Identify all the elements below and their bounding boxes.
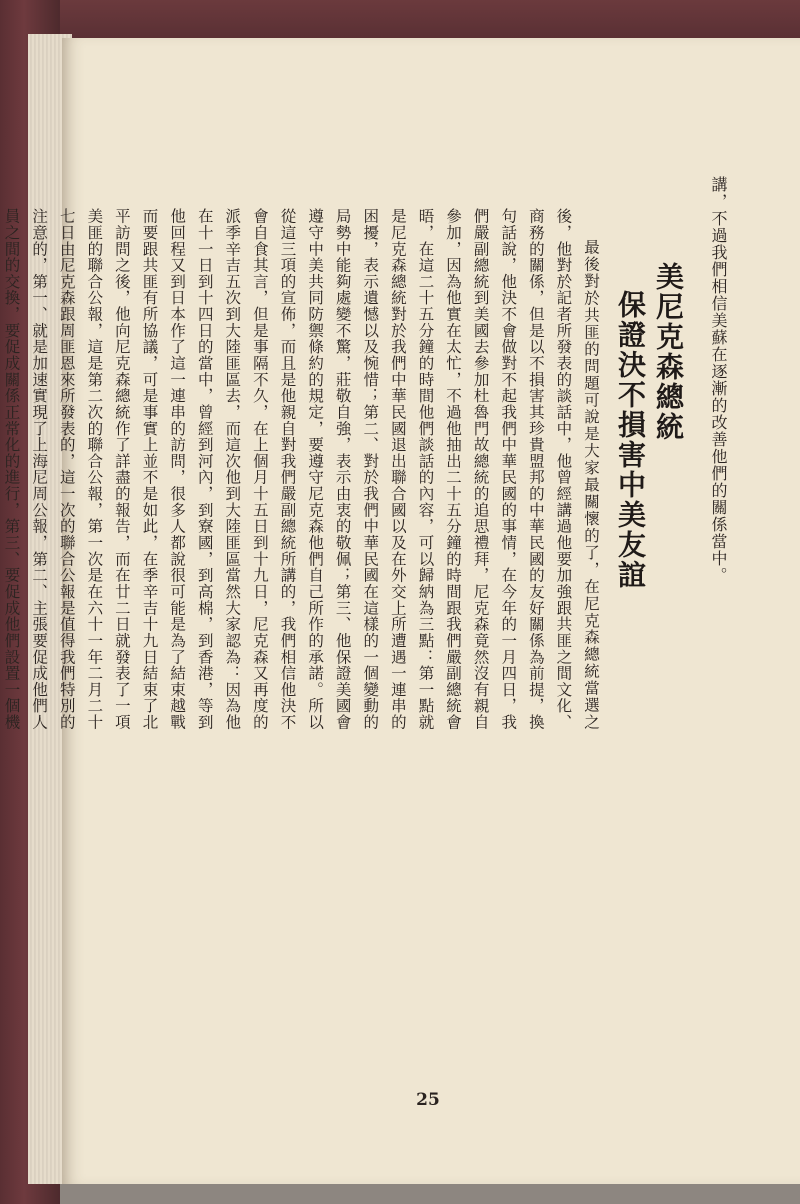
carryover-line: 講，不過我們相信美蘇在逐漸的改善他們的關係當中。 (709, 176, 728, 584)
page-number: 25 (416, 1090, 440, 1110)
article-title: 美尼克森總統 (652, 262, 685, 442)
book-cover-top (0, 0, 800, 38)
article-body (2, 208, 604, 730)
body-paragraph: 最後對於共匪的問題可說是大家最關懷的了，在尼克森總統當選之後，他對於記者所發表的談話中，他曾經講過他要加強跟共匪之間文化、商務的關係，但是以不損害其珍貴盟邦的中華民國的友好關係為前提，換句話說，他決不會做對不起我們中華民國的事情，在今年的一月四日，我們嚴副總統到美國去參加杜魯門故總統的追思禮拜，尼克森竟然沒有親自參加，因為他實在太忙，不過他抽出二十五分鐘的時間跟我們嚴副總統會晤，在這二十五分鐘的時間他們談話的內容，可以歸納為三點：第一點就是尼克森總統對於我們中華民國退出聯合國以及在外交上所遭遇一連串的困擾，表示遺憾以及惋惜；第二、對於我們中華民國在這樣的一個變動的局勢中能夠處變不驚，莊敬自強，表示由衷的敬佩；第三、他保證美國會遵守中美共同防禦條約的規定，要遵守尼克森他們自己所作的承諾。所以從這三項的宣佈，而且是他親自對我們嚴副總統所講的，我們相信他決不會自食其言，但是事隔不久，在上個月十五日到十九日，尼克森又再度的派季辛吉五次到大陸匪區去，而這次他到大陸匪區當然大家認為：因為他在十一日到十四日的當中，曾經到河內，到寮國，到高棉，到香港，等到他回程又到日本作了這一連串的訪問，很多人都說很可能是為了結束越戰而要跟共匪有所協議，可是事實上並不是如此，在季辛吉十九日結束了北平訪問之後，他向尼克森總統作了詳盡的報告，而在廿二日就發表了一項美匪的聯合公報，這是第二次的聯合公報，第一次是在六十一年二月二十七日由尼克森跟周匪恩來所發表的，這一次的聯合公報是值得我們特別的注意的，第一、就是加速實現了上海尼周公報，第二、主張要促成他們人員之間的交換，要促成關係正常化的進行，第三、要促成他們設置一個機 (2, 208, 600, 730)
article-subtitle: 保證決不損害中美友誼 (614, 290, 647, 590)
